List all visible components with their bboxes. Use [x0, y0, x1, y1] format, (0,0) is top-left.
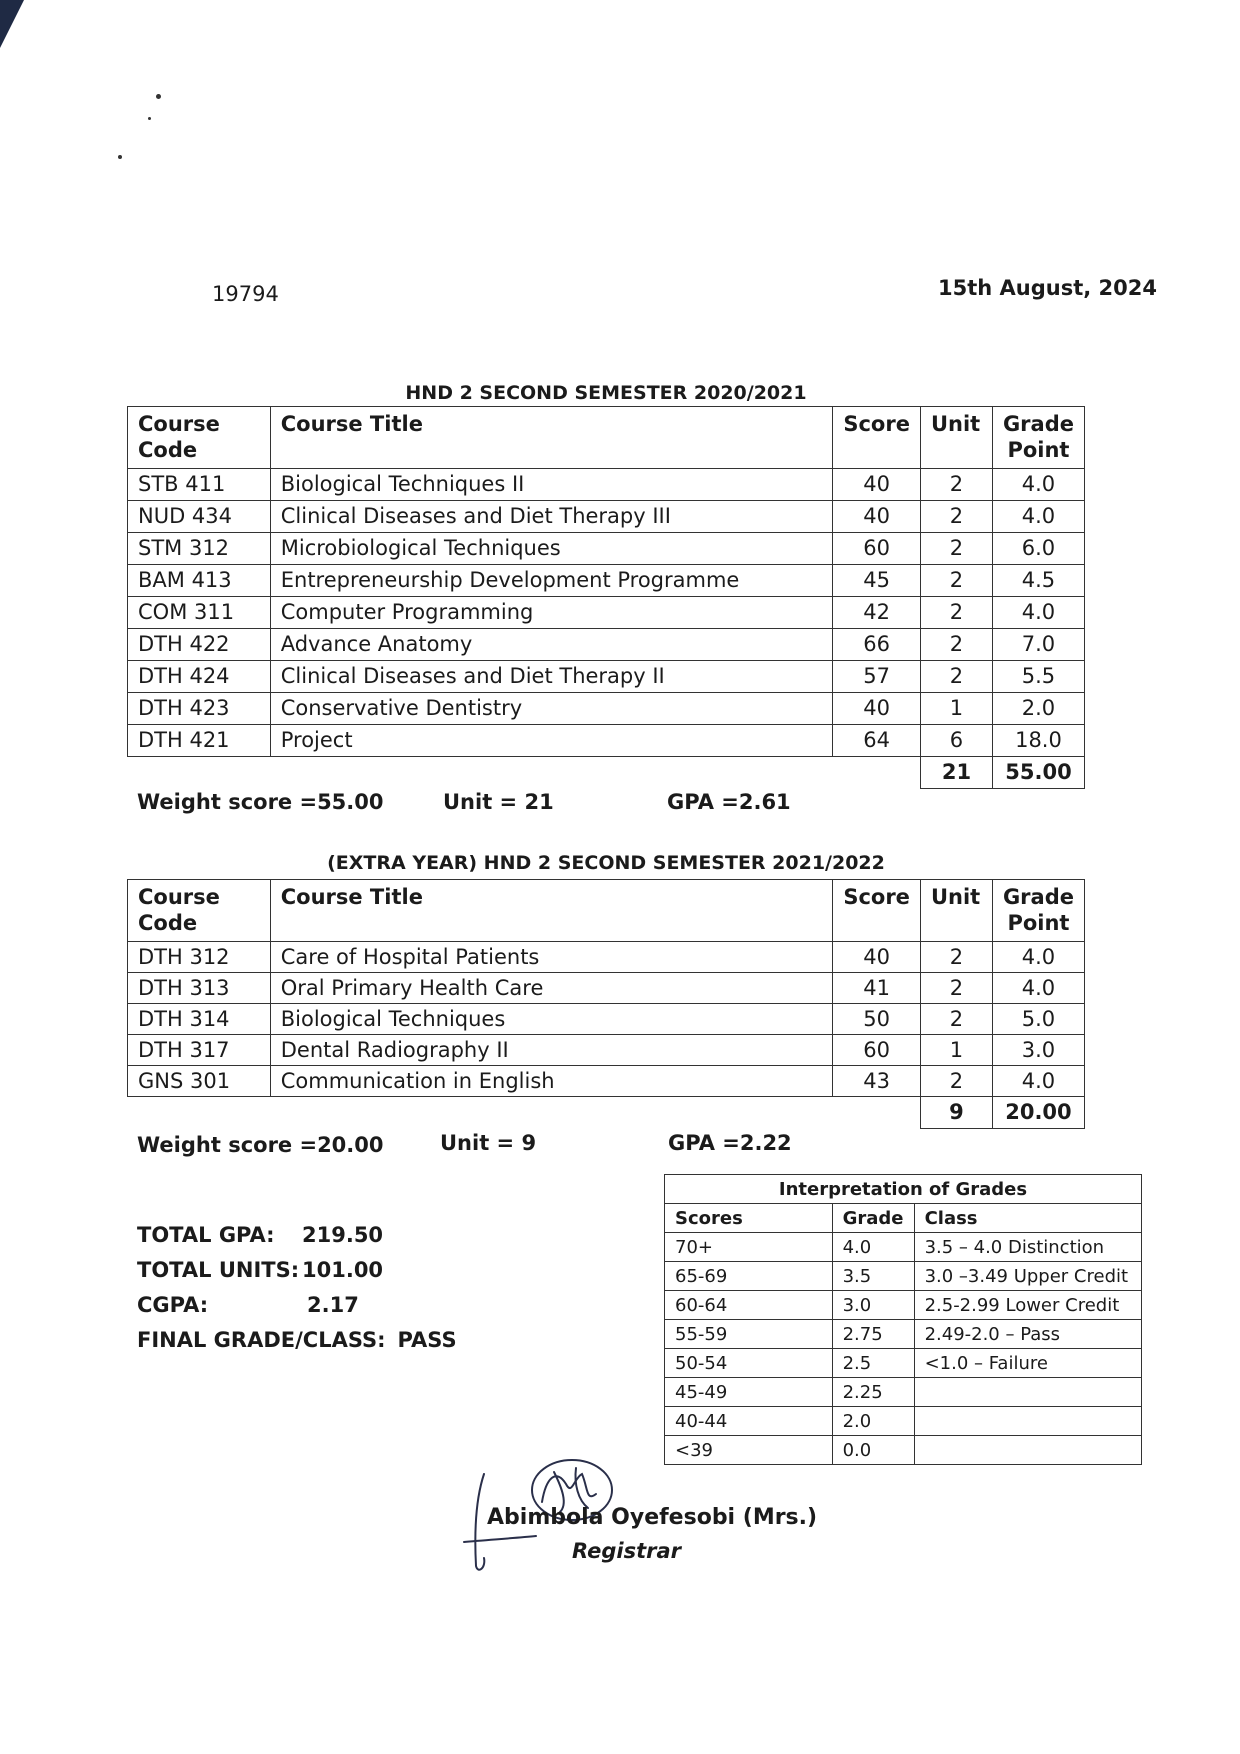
grade-point: 18.0	[992, 725, 1084, 757]
score: 60	[833, 1035, 921, 1066]
score-range: <39	[665, 1436, 833, 1465]
total-unit: 9	[920, 1097, 992, 1129]
score: 40	[833, 693, 921, 725]
header-grade-point: Grade Point	[992, 407, 1084, 469]
score: 42	[833, 597, 921, 629]
grade-point: 5.0	[992, 1004, 1084, 1035]
table-row	[128, 501, 1085, 533]
signatory-name: Abimbola Oyefesobi (Mrs.)	[487, 1505, 818, 1530]
grade-point: 4.0	[992, 942, 1084, 973]
score: 57	[833, 661, 921, 693]
unit: 1	[920, 1035, 992, 1066]
unit: 2	[920, 469, 992, 501]
score-range: 70+	[665, 1233, 833, 1262]
document-date: 15th August, 2024	[938, 276, 1157, 300]
semester2-gpa: GPA =2.22	[668, 1131, 792, 1155]
course-code: GNS 301	[128, 1066, 271, 1097]
header-grade-point: Grade Point	[992, 880, 1084, 942]
total-gpa-row	[137, 1218, 457, 1253]
table-row	[128, 661, 1085, 693]
course-title: Computer Programming	[270, 597, 833, 629]
course-title: Entrepreneurship Development Programme	[270, 565, 833, 597]
header-course-title: Course Title	[270, 407, 833, 469]
score: 64	[833, 725, 921, 757]
table-header-row	[128, 407, 1085, 469]
table-total-row	[128, 757, 1085, 789]
grade-point: 4.0	[992, 501, 1084, 533]
unit: 2	[920, 1066, 992, 1097]
course-code: DTH 423	[128, 693, 271, 725]
total-units-value: 101.00	[302, 1258, 384, 1282]
semester1-weight-score: Weight score =55.00	[137, 790, 384, 814]
unit: 2	[920, 629, 992, 661]
header-course-code: Course Code	[128, 880, 271, 942]
score-range: 55-59	[665, 1320, 833, 1349]
total-grade-point: 20.00	[992, 1097, 1084, 1129]
class	[914, 1378, 1141, 1407]
course-code: DTH 312	[128, 942, 271, 973]
grade: 4.0	[832, 1233, 914, 1262]
grade-point: 4.0	[992, 1066, 1084, 1097]
header-grade: Grade	[832, 1204, 914, 1233]
total-gpa-value: 219.50	[302, 1223, 384, 1247]
course-code: STM 312	[128, 533, 271, 565]
grade-point: 4.0	[992, 469, 1084, 501]
course-code: STB 411	[128, 469, 271, 501]
course-code: COM 311	[128, 597, 271, 629]
table-header-row	[128, 880, 1085, 942]
score: 41	[833, 973, 921, 1004]
score-range: 60-64	[665, 1291, 833, 1320]
score: 50	[833, 1004, 921, 1035]
table-row	[128, 1066, 1085, 1097]
cgpa-label: CGPA:	[137, 1293, 209, 1317]
header-score: Score	[833, 880, 921, 942]
grade-point: 4.5	[992, 565, 1084, 597]
table-row	[128, 725, 1085, 757]
unit: 2	[920, 942, 992, 973]
table-row	[128, 629, 1085, 661]
scan-speck	[148, 117, 151, 120]
class: 2.49-2.0 – Pass	[914, 1320, 1141, 1349]
semester1-gpa: GPA =2.61	[667, 790, 791, 814]
course-code: DTH 424	[128, 661, 271, 693]
table-row	[128, 565, 1085, 597]
interpretation-title: Interpretation of Grades	[665, 1175, 1142, 1204]
course-title: Biological Techniques II	[270, 469, 833, 501]
semester1-table	[127, 406, 1085, 789]
unit: 1	[920, 693, 992, 725]
cgpa-row	[137, 1288, 457, 1323]
course-code: DTH 314	[128, 1004, 271, 1035]
final-class-label: FINAL GRADE/CLASS:	[137, 1328, 386, 1352]
total-grade-point: 55.00	[992, 757, 1084, 789]
table-row	[128, 597, 1085, 629]
score-range: 40-44	[665, 1407, 833, 1436]
unit: 2	[920, 973, 992, 1004]
course-code: DTH 317	[128, 1035, 271, 1066]
header-unit: Unit	[920, 880, 992, 942]
course-code: DTH 313	[128, 973, 271, 1004]
score: 40	[833, 942, 921, 973]
overall-totals	[137, 1218, 457, 1358]
header-course-title: Course Title	[270, 880, 833, 942]
table-row	[128, 469, 1085, 501]
class: 3.5 – 4.0 Distinction	[914, 1233, 1141, 1262]
unit: 2	[920, 533, 992, 565]
total-units-row	[137, 1253, 457, 1288]
semester2-table	[127, 879, 1085, 1129]
grade-point: 4.0	[992, 597, 1084, 629]
score-range: 65-69	[665, 1262, 833, 1291]
reference-number: 19794	[212, 282, 279, 306]
header-unit: Unit	[920, 407, 992, 469]
interpretation-row	[665, 1349, 1142, 1378]
course-code: BAM 413	[128, 565, 271, 597]
unit: 2	[920, 565, 992, 597]
score: 45	[833, 565, 921, 597]
table-row	[128, 1004, 1085, 1035]
semester2-weight-score: Weight score =20.00	[137, 1133, 384, 1157]
table-row	[128, 1035, 1085, 1066]
interpretation-header-row	[665, 1204, 1142, 1233]
unit: 2	[920, 661, 992, 693]
course-code: NUD 434	[128, 501, 271, 533]
course-title: Advance Anatomy	[270, 629, 833, 661]
scan-speck	[118, 155, 122, 159]
course-title: Microbiological Techniques	[270, 533, 833, 565]
unit: 6	[920, 725, 992, 757]
class	[914, 1407, 1141, 1436]
score: 43	[833, 1066, 921, 1097]
total-units-label: TOTAL UNITS:	[137, 1258, 300, 1282]
course-title: Project	[270, 725, 833, 757]
grade: 2.0	[832, 1407, 914, 1436]
scan-speck	[156, 94, 161, 99]
table-row	[128, 693, 1085, 725]
course-title: Clinical Diseases and Diet Therapy II	[270, 661, 833, 693]
grade-point: 5.5	[992, 661, 1084, 693]
score: 66	[833, 629, 921, 661]
signatory-role: Registrar	[572, 1539, 682, 1563]
header-course-code: Course Code	[128, 407, 271, 469]
semester2-unit-summary: Unit = 9	[440, 1131, 537, 1155]
interpretation-row	[665, 1320, 1142, 1349]
grade: 2.5	[832, 1349, 914, 1378]
grade: 0.0	[832, 1436, 914, 1465]
table-total-row	[128, 1097, 1085, 1129]
score: 40	[833, 469, 921, 501]
course-title: Oral Primary Health Care	[270, 973, 833, 1004]
interpretation-row	[665, 1233, 1142, 1262]
class: 2.5-2.99 Lower Credit	[914, 1291, 1141, 1320]
table-row	[128, 973, 1085, 1004]
score: 60	[833, 533, 921, 565]
unit: 2	[920, 1004, 992, 1035]
unit: 2	[920, 501, 992, 533]
table-row	[128, 942, 1085, 973]
interpretation-row	[665, 1262, 1142, 1291]
class: <1.0 – Failure	[914, 1349, 1141, 1378]
interpretation-row	[665, 1436, 1142, 1465]
grade-point: 4.0	[992, 973, 1084, 1004]
interpretation-row	[665, 1407, 1142, 1436]
unit: 2	[920, 597, 992, 629]
course-code: DTH 421	[128, 725, 271, 757]
course-title: Care of Hospital Patients	[270, 942, 833, 973]
course-code: DTH 422	[128, 629, 271, 661]
course-title: Communication in English	[270, 1066, 833, 1097]
corner-mark	[0, 0, 24, 48]
final-class-row	[137, 1323, 457, 1358]
total-unit: 21	[920, 757, 992, 789]
grade: 2.75	[832, 1320, 914, 1349]
course-title: Dental Radiography II	[270, 1035, 833, 1066]
semester1-unit-summary: Unit = 21	[443, 790, 554, 814]
interpretation-row	[665, 1378, 1142, 1407]
semester1-title: HND 2 SECOND SEMESTER 2020/2021	[405, 382, 807, 404]
header-class: Class	[914, 1204, 1141, 1233]
total-gpa-label: TOTAL GPA:	[137, 1223, 275, 1247]
header-scores: Scores	[665, 1204, 833, 1233]
grade: 2.25	[832, 1378, 914, 1407]
interpretation-row	[665, 1291, 1142, 1320]
header-score: Score	[833, 407, 921, 469]
cgpa-value: 2.17	[307, 1293, 359, 1317]
grade: 3.0	[832, 1291, 914, 1320]
score-range: 45-49	[665, 1378, 833, 1407]
class: 3.0 –3.49 Upper Credit	[914, 1262, 1141, 1291]
grade-point: 2.0	[992, 693, 1084, 725]
course-title: Conservative Dentistry	[270, 693, 833, 725]
grade-interpretation-table	[664, 1174, 1142, 1465]
grade-point: 3.0	[992, 1035, 1084, 1066]
course-title: Biological Techniques	[270, 1004, 833, 1035]
grade-point: 7.0	[992, 629, 1084, 661]
grade-point: 6.0	[992, 533, 1084, 565]
semester2-title: (EXTRA YEAR) HND 2 SECOND SEMESTER 2021/2022	[327, 852, 885, 874]
score: 40	[833, 501, 921, 533]
score-range: 50-54	[665, 1349, 833, 1378]
final-class-value: PASS	[397, 1328, 457, 1352]
grade: 3.5	[832, 1262, 914, 1291]
class	[914, 1436, 1141, 1465]
table-row	[128, 533, 1085, 565]
course-title: Clinical Diseases and Diet Therapy III	[270, 501, 833, 533]
